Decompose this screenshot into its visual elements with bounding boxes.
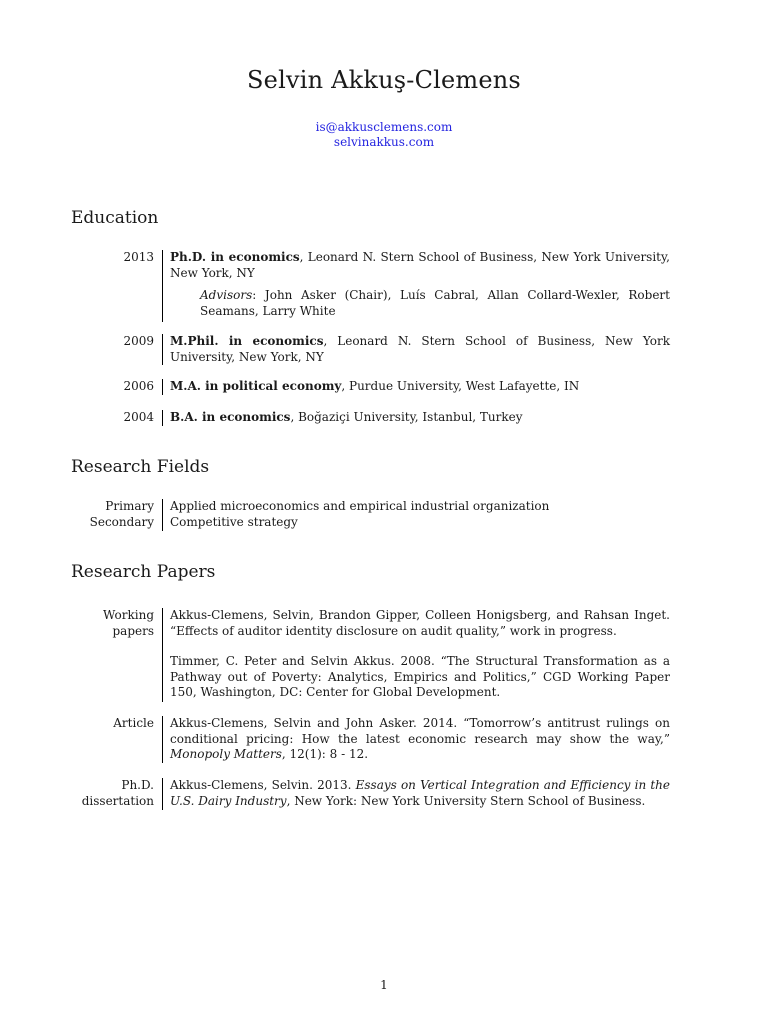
degree-detail: , Purdue University, West Lafayette, IN — [341, 379, 580, 393]
advisors-list: : John Asker (Chair), Luís Cabral, Allan Collard-Wexler, Robert Seamans, Larry White — [200, 288, 670, 318]
divider — [162, 716, 163, 763]
degree: Ph.D. in economics — [170, 250, 300, 264]
email-link[interactable]: is@akkusclemens.com — [315, 120, 453, 134]
citation-text: , 12(1): 8 - 12. — [281, 747, 369, 761]
advisors-text — [200, 288, 670, 319]
education-year: 2013 — [123, 250, 154, 264]
paper-category-label: Article — [113, 716, 154, 730]
paper-category-label: Working — [103, 608, 154, 622]
degree-detail: , Boğaziçi University, Istanbul, Turkey — [290, 410, 523, 424]
education-text — [170, 250, 670, 281]
email-line — [0, 120, 768, 134]
divider — [162, 250, 163, 322]
degree: M.Phil. in economics — [170, 334, 324, 348]
paper-category-label: Ph.D. — [121, 778, 154, 792]
divider — [162, 608, 163, 702]
degree-detail: , Leonard N. Stern School of Business, New York University, New York, NY — [170, 250, 670, 280]
education-year: 2006 — [123, 379, 154, 393]
degree: M.A. in political economy — [170, 379, 342, 393]
education-text — [170, 379, 670, 395]
paper-citation — [170, 716, 670, 763]
field-label: Primary — [105, 499, 154, 513]
paper-category-label: dissertation — [81, 793, 154, 808]
divider — [162, 410, 163, 426]
degree-detail: , Leonard N. Stern School of Business, New York University, New York, NY — [170, 334, 670, 364]
divider — [162, 778, 163, 810]
journal-name: Monopoly Matters — [170, 747, 282, 761]
advisors-label: Advisors — [200, 288, 253, 302]
citation-text: Akkus-Clemens, Selvin. 2013. — [170, 778, 356, 792]
citation-text: Akkus-Clemens, Selvin and John Asker. 2014. “Tomorrow’s antitrust rulings on conditional pricing: How the latest economic research may show the way,” — [170, 716, 670, 746]
field-label: Secondary — [89, 514, 154, 529]
divider — [162, 379, 163, 395]
paper-citation: Timmer, C. Peter and Selvin Akkus. 2008. “The Structural Transformation as a Pathway out of Poverty: Analytics, Empirics and Politics,” CGD Working Paper 150, Washington, DC: Center for Global Development. — [170, 654, 670, 699]
paper-citation: Akkus-Clemens, Selvin, Brandon Gipper, Colleen Honigsberg, and Rahsan Inget. “Effects of auditor identity disclosure on audit quality,” work in progress. — [170, 608, 670, 638]
divider — [162, 334, 163, 365]
cv-name: Selvin Akkuş-Clemens — [247, 66, 521, 94]
citation-text: , New York: New York University Stern School of Business. — [286, 793, 646, 808]
education-year: 2009 — [123, 334, 154, 348]
education-heading: Education — [71, 208, 159, 228]
divider — [162, 499, 163, 531]
website-line — [0, 135, 768, 149]
education-text — [170, 334, 670, 365]
degree: B.A. in economics — [170, 410, 291, 424]
paper-category-label: papers — [112, 623, 154, 638]
research-fields-heading: Research Fields — [71, 457, 210, 477]
research-papers-heading: Research Papers — [71, 562, 216, 582]
education-text — [170, 410, 670, 426]
website-link[interactable]: selvinakkus.com — [333, 135, 435, 149]
secondary-field: Competitive strategy — [170, 514, 298, 529]
paper-citation — [170, 778, 670, 809]
page-number: 1 — [380, 978, 388, 992]
primary-field: Applied microeconomics and empirical industrial organization — [170, 499, 550, 513]
dissertation-title: Essays on Vertical Integration and Efficiency in the U.S. Dairy Industry — [170, 778, 671, 808]
education-year: 2004 — [123, 410, 154, 424]
